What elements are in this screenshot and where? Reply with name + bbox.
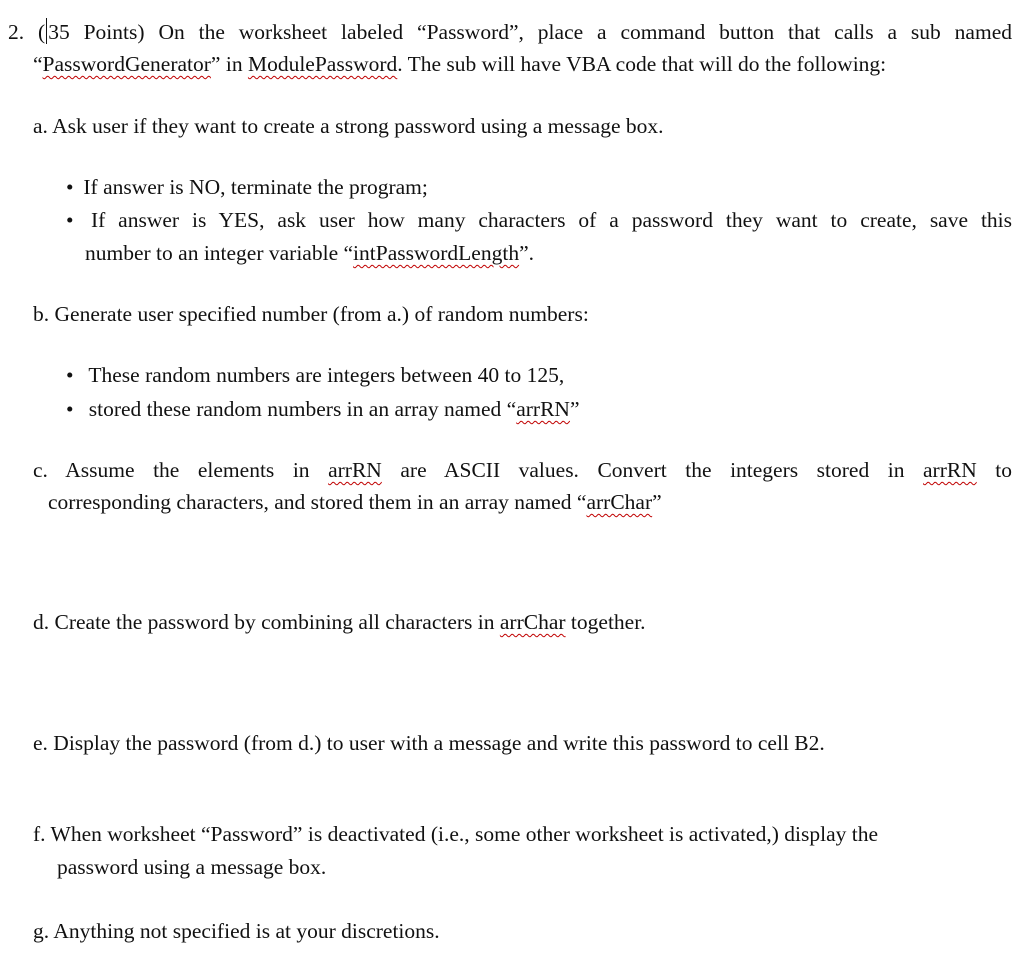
variable-name: intPasswordLength <box>353 241 520 265</box>
item-a-bullet-2: • If answer is YES, ask user how many characters of a password they want to create, save this <box>66 204 1012 236</box>
bullet-icon: • <box>66 363 74 387</box>
item-a-bullet-1: • If answer is NO, terminate the program; <box>66 171 428 203</box>
array-name: arrChar <box>499 610 566 634</box>
item-b-label: b. Generate user specified number (from a.) of random numbers: <box>33 302 589 326</box>
question-points: 35 Points) <box>48 20 145 44</box>
item-a-bullet-2-cont: number to an integer variable “intPasswordLength”. <box>85 241 534 265</box>
item-b-bullet-2: • stored these random numbers in an array named “arrRN” <box>66 393 580 425</box>
bullet-icon: • <box>66 175 74 199</box>
question-number: 2. <box>8 20 25 44</box>
bullet-icon: • <box>66 397 74 421</box>
array-name: arrRN <box>328 458 382 482</box>
sub-name: PasswordGenerator <box>42 52 211 76</box>
question-intro-line-2: “PasswordGenerator” in ModulePassword. The sub will have VBA code that will do the following: <box>33 52 887 76</box>
item-f-line-1: f. When worksheet “Password” is deactivated (i.e., some other worksheet is activated,) display the <box>33 822 879 846</box>
item-c-line-2: corresponding characters, and stored them in an array named “arrChar” <box>48 490 662 514</box>
bullet-icon: • <box>66 208 74 232</box>
array-name: arrRN <box>516 397 570 421</box>
item-c-line-1: c. Assume the elements in arrRN are ASCII values. Convert the integers stored in arrRN to <box>33 458 1012 482</box>
item-d-label: d. Create the password by combining all characters in arrChar together. <box>33 610 646 634</box>
array-name: arrRN <box>923 458 977 482</box>
question-intro-text: On the worksheet labeled “Password”, place a command button that calls a sub named <box>158 20 1012 44</box>
item-g-label: g. Anything not specified is at your discretions. <box>33 919 440 943</box>
item-e-label: e. Display the password (from d.) to user with a message and write this password to cell B2. <box>33 731 825 755</box>
item-f-line-2: password using a message box. <box>57 855 327 879</box>
array-name: arrChar <box>586 490 653 514</box>
item-a-label: a. Ask user if they want to create a strong password using a message box. <box>33 114 664 138</box>
module-name: ModulePassword <box>247 52 398 76</box>
item-b-bullet-1: • These random numbers are integers between 40 to 125, <box>66 359 564 391</box>
question-intro-line-1: 2. ( 35 Points) On the worksheet labeled “Password”, place a command button that calls a sub named <box>8 20 1012 44</box>
